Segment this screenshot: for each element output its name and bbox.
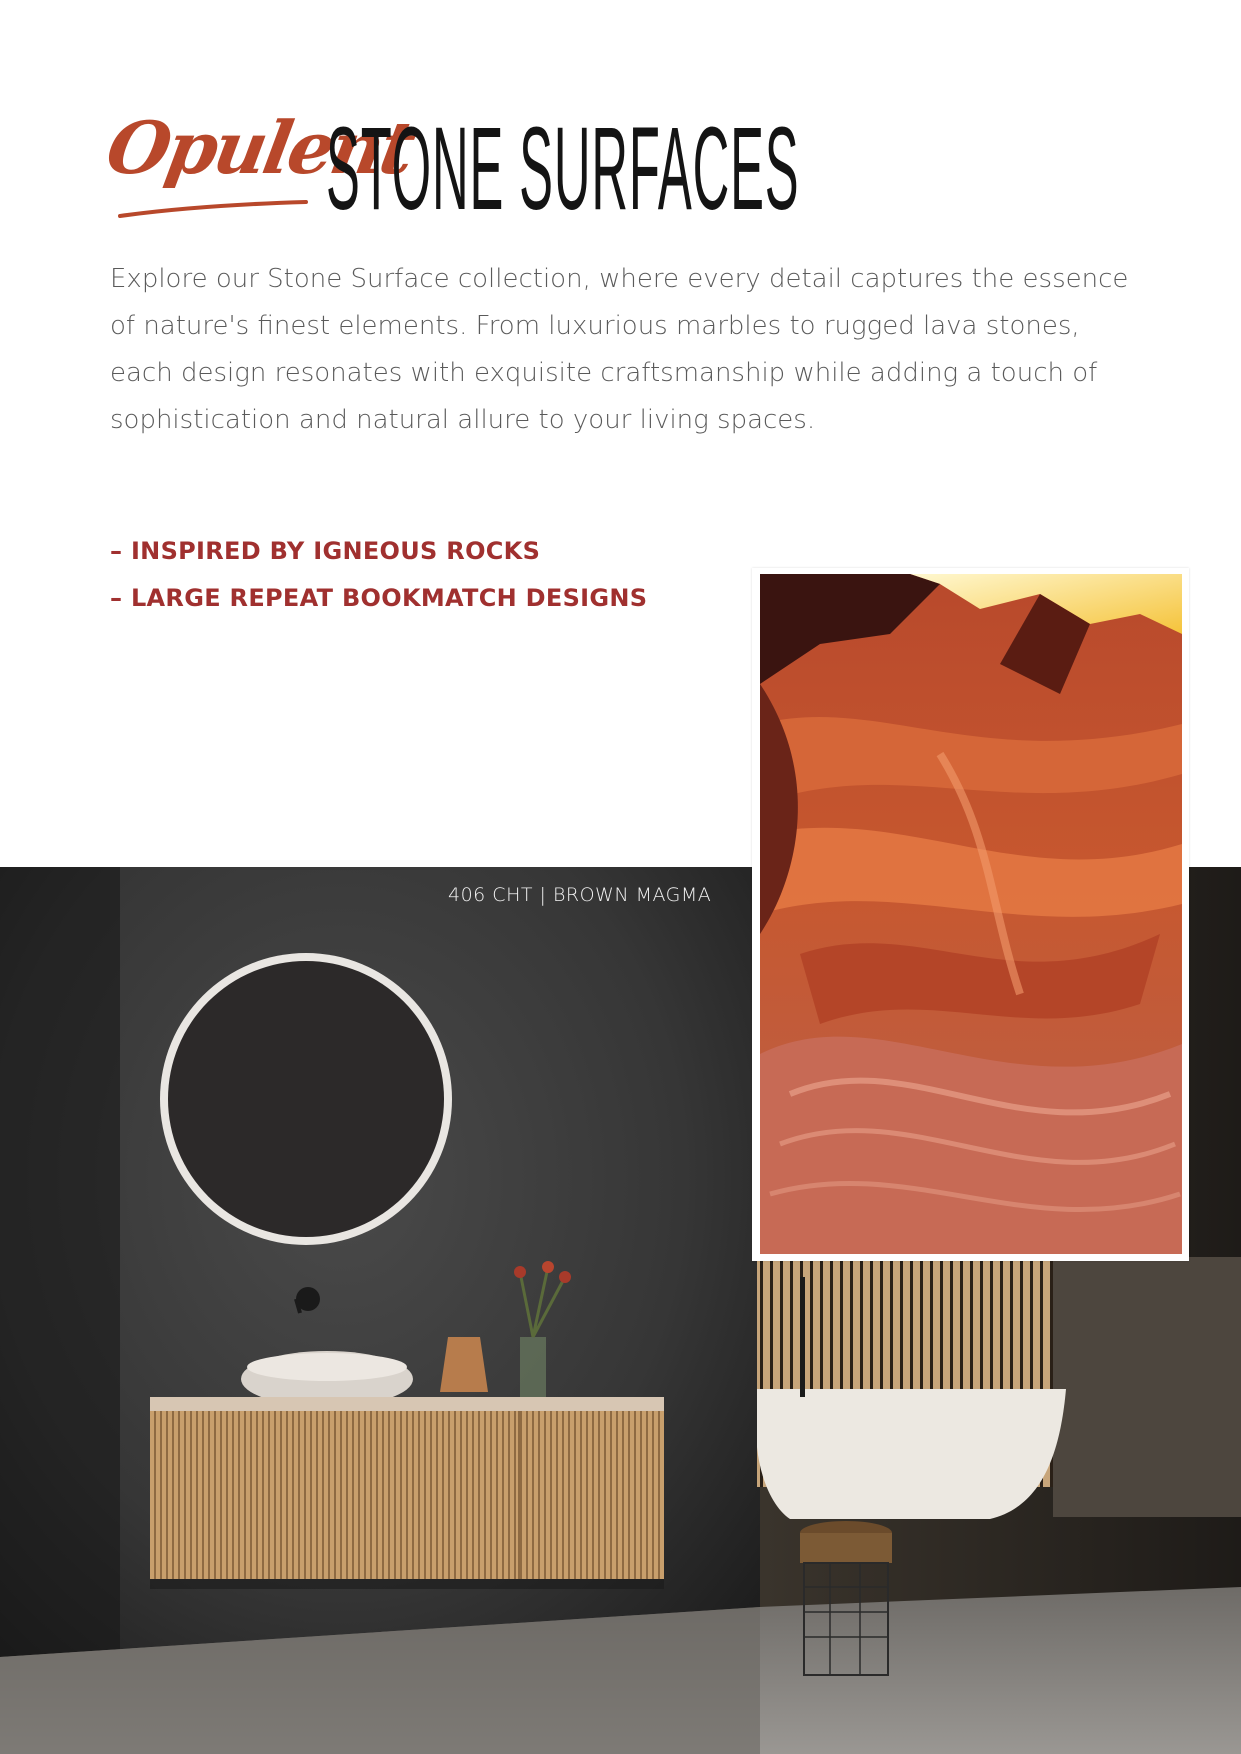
page-title: STONE SURFACES xyxy=(326,103,800,235)
feature-item-bookmatch: – LARGE REPEAT BOOKMATCH DESIGNS xyxy=(110,584,648,612)
canyon-photo-frame xyxy=(752,568,1189,1261)
antelope-canyon-image xyxy=(760,574,1182,1254)
feature-item-igneous: – INSPIRED BY IGNEOUS ROCKS xyxy=(110,537,541,565)
feature-list xyxy=(110,528,647,622)
brand-underline-swash xyxy=(118,200,308,218)
intro-paragraph: Explore our Stone Surface collection, where every detail captures the essence of nature's finest elements. From luxurious marbles to rugged lava stones, each design resonates with exquisite craftsmanship while adding a touch of sophistication and natural allure to your living spaces. xyxy=(110,264,1129,435)
product-caption: 406 CHT | BROWN MAGMA xyxy=(448,884,712,906)
brand-script-logo: Opulent xyxy=(100,105,419,190)
